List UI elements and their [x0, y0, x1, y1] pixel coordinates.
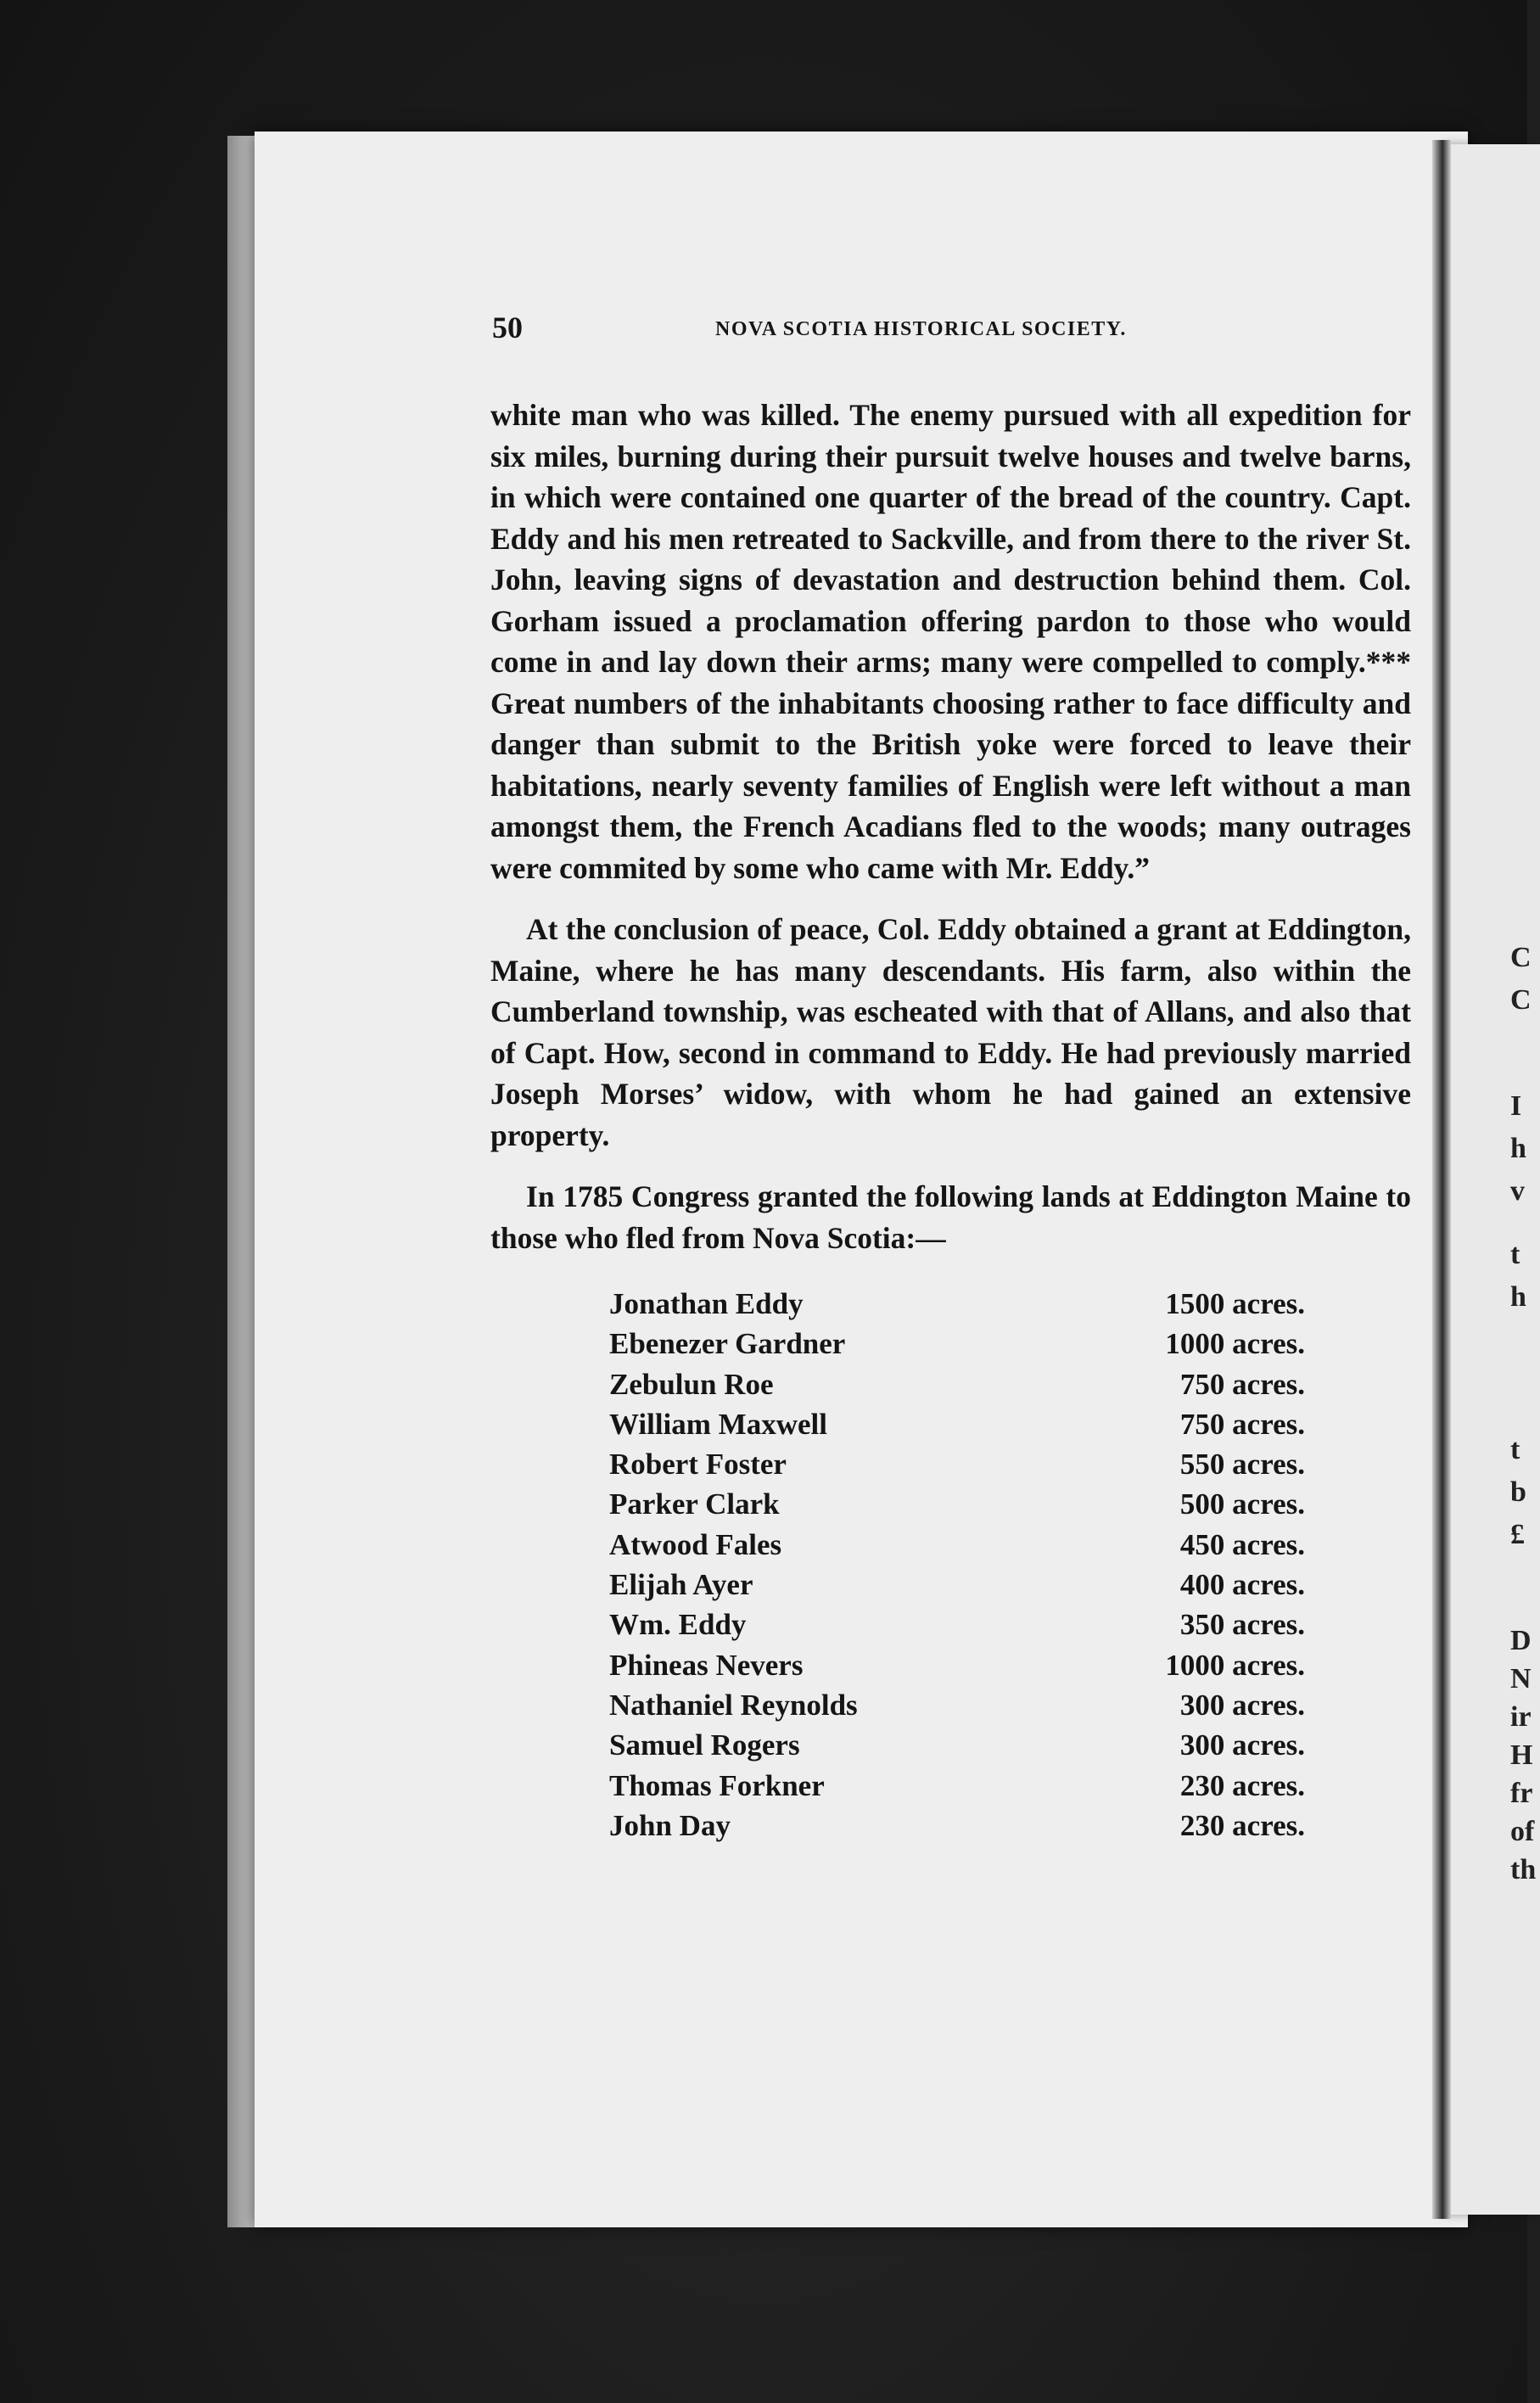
grant-row: [609, 1806, 1305, 1846]
facing-page-fragment: N: [1510, 1663, 1532, 1694]
facing-page-fragment: C: [1510, 984, 1532, 1016]
grantee-name: Elijah Ayer: [609, 1568, 753, 1602]
grant-acreage: 400 acres.: [1179, 1568, 1305, 1602]
grantee-name: William Maxwell: [609, 1407, 827, 1441]
grant-acreage: 750 acres.: [1179, 1367, 1305, 1401]
grant-row: [609, 1525, 1305, 1565]
facing-page-fragment: £: [1510, 1519, 1525, 1550]
grantee-name: Phineas Nevers: [609, 1648, 804, 1682]
grantee-name: John Day: [609, 1808, 731, 1842]
facing-page: [1447, 144, 1540, 2215]
facing-page-fragment: D: [1510, 1625, 1532, 1656]
facing-page-fragment: t: [1510, 1239, 1520, 1270]
running-head: NOVA SCOTIA HISTORICAL SOCIETY.: [715, 318, 1127, 340]
grant-row: [609, 1725, 1305, 1765]
page-header: [490, 310, 1411, 361]
grant-row: [609, 1444, 1305, 1484]
paragraph-eddy-grant: At the conclusion of peace, Col. Eddy obtained a grant at Eddington, Maine, where he has many descendants. His farm, also within the Cumberland township, was escheated with that of Allans, and also that of Capt. How, second in command to Eddy. He had previously married Joseph Morses’ widow, with whom he had gained an extensive property.: [490, 912, 1411, 1152]
grant-row: [609, 1364, 1305, 1404]
grant-row: [609, 1605, 1305, 1644]
grantee-name: Samuel Rogers: [609, 1728, 800, 1762]
facing-page-fragment: h: [1510, 1281, 1526, 1313]
grant-acreage: 230 acres.: [1179, 1768, 1305, 1802]
grant-acreage: 500 acres.: [1179, 1487, 1305, 1521]
grant-row: [609, 1565, 1305, 1605]
grantee-name: Nathaniel Reynolds: [609, 1688, 858, 1722]
grant-acreage: 450 acres.: [1179, 1527, 1305, 1561]
facing-page-fragment: h: [1510, 1133, 1526, 1164]
facing-page-fragment: v: [1510, 1175, 1525, 1207]
grant-row: [609, 1766, 1305, 1806]
grant-row: [609, 1324, 1305, 1364]
paragraph-quote-continuation: white man who was killed. The enemy pursued with all expedition for six miles, burning during their pursuit twelve houses and twelve barns, in which were contained one quarter of the bread of the country. Capt. Eddy and his men retreated to Sackville, and from there to the river St. John, leaving signs of devastation and destruction behind them. Col. Gorham issued a proclamation offering pardon to those who would come in and lay down their arms; many were compelled to comply.*** Great numbers of the inhabitants choosing rather to face difficulty and danger than submit to the British yoke were forced to leave their habitations, nearly seventy families of English were left without a man amongst them, the French Acadians fled to the woods; many outrages were commited by some who came with Mr. Eddy.”: [490, 398, 1411, 885]
facing-page-fragment: t: [1510, 1434, 1520, 1465]
grant-row: [609, 1404, 1305, 1444]
facing-page-fragment: I: [1510, 1090, 1522, 1122]
grant-acreage: 550 acres.: [1179, 1448, 1305, 1482]
page-text-block: [490, 310, 1411, 1846]
grant-acreage: 300 acres.: [1179, 1688, 1305, 1722]
grantee-name: Robert Foster: [609, 1448, 787, 1482]
grantee-name: Jonathan Eddy: [609, 1287, 804, 1320]
grant-acreage: 300 acres.: [1179, 1728, 1305, 1762]
grantee-name: Ebenezer Gardner: [609, 1327, 846, 1361]
grantee-name: Zebulun Roe: [609, 1367, 774, 1401]
grant-row: [609, 1645, 1305, 1685]
facing-page-fragment: ir: [1510, 1701, 1532, 1733]
grant-acreage: 230 acres.: [1179, 1808, 1305, 1842]
facing-page-fragment: fr: [1510, 1778, 1533, 1809]
grantee-name: Thomas Forkner: [609, 1768, 825, 1802]
grant-acreage: 350 acres.: [1179, 1608, 1305, 1642]
grant-row: [609, 1484, 1305, 1524]
book-gutter: [1432, 140, 1451, 2219]
grant-row: [609, 1284, 1305, 1324]
grantee-name: Wm. Eddy: [609, 1608, 747, 1642]
land-grant-list: [609, 1284, 1305, 1846]
grant-row: [609, 1685, 1305, 1725]
facing-page-fragment: H: [1510, 1739, 1533, 1771]
paragraph-congress-grant-intro: In 1785 Congress granted the following lands at Eddington Maine to those who fled from Nova Scotia:—: [490, 1179, 1411, 1255]
facing-page-fragment: C: [1510, 942, 1532, 973]
grant-acreage: 1500 acres.: [1165, 1287, 1305, 1320]
facing-page-fragment: of: [1510, 1816, 1535, 1847]
facing-page-fragment: b: [1510, 1476, 1526, 1508]
facing-page-fragment: th: [1510, 1854, 1537, 1885]
grant-acreage: 1000 acres.: [1165, 1327, 1305, 1361]
grantee-name: Parker Clark: [609, 1487, 780, 1521]
grant-acreage: 1000 acres.: [1165, 1648, 1305, 1682]
grantee-name: Atwood Fales: [609, 1527, 782, 1561]
page-number: 50: [492, 311, 523, 344]
grant-acreage: 750 acres.: [1179, 1407, 1305, 1441]
